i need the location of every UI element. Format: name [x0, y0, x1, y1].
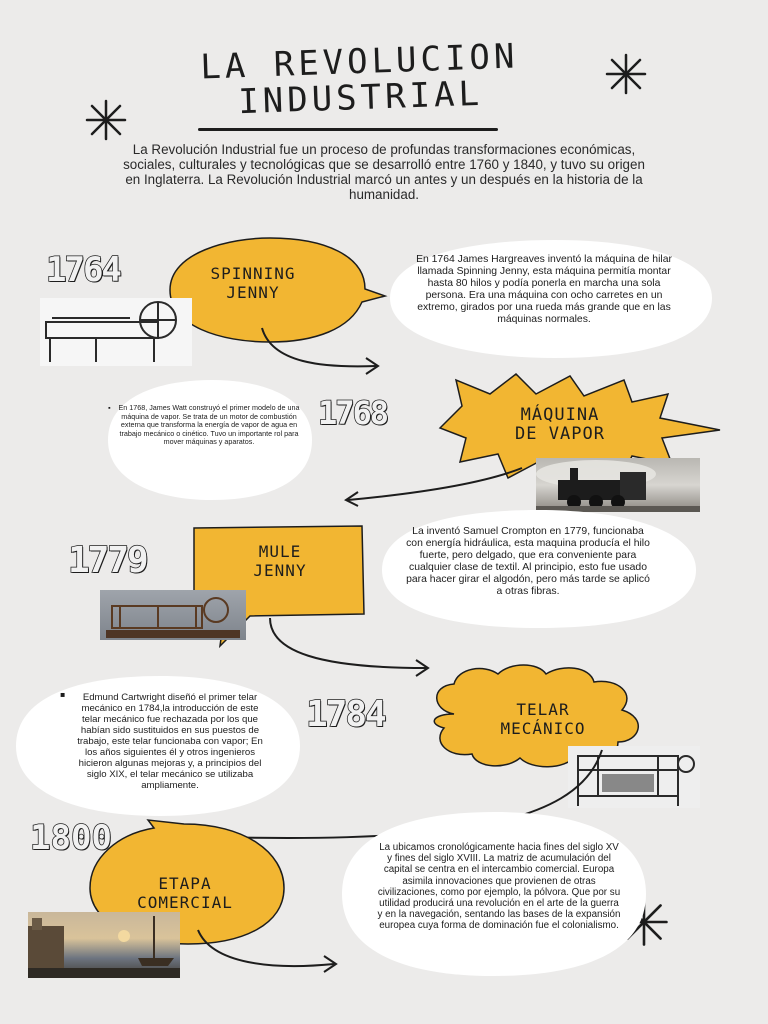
label-spinning-jenny: SPINNING JENNY: [210, 264, 296, 302]
page-title-line1: LA REVOLUCION: [199, 36, 520, 88]
year-1779: 1779: [68, 540, 147, 581]
arrow-5: [192, 924, 348, 978]
arrow-2: [332, 464, 532, 508]
title-underline: [198, 128, 498, 131]
image-port-painting: [28, 912, 180, 978]
image-steam-locomotive: [536, 458, 700, 512]
description-1784: Edmund Cartwright diseñó el primer telar mecánico en 1784,la introducción de este telar mecánico fue rechazada por los que habían sido sustituidos en sus puestos de trabajo, este telar funcionaba con vapor; En los años siguientes él y otros ingenieros hicieron algunas mejoras y, a principios del siglo XIX, el telar mecánico se utilizaba ampliamente.: [77, 692, 263, 791]
label-etapa-comercial: ETAPA COMERCIAL: [137, 874, 233, 912]
description-1779: La inventó Samuel Crompton en 1779, funcionaba con energía hidráulica, esta maquina producía el hilo fuerte, pero delgado, que era conveniente para cualquier clase de textil. Al principio, esto fue usado para hacer girar el algodón, pero más tarde se aplicó a otras fibras.: [406, 526, 650, 597]
image-spinning-jenny: [40, 298, 192, 366]
bullet-dot: ▪: [108, 403, 111, 412]
year-1800: 1800: [30, 818, 112, 858]
bullet-dot-1784: ▪: [60, 690, 66, 699]
image-mule-jenny: [100, 590, 246, 640]
year-1784: 1784: [306, 694, 385, 735]
label-maquina-de-vapor: MÁQUINA DE VAPOR: [515, 405, 605, 444]
description-1768: ▪ En 1768, James Watt construyó el primer modelo de una máquina de vapor. Se trata de un motor de combustión externa que transforma la energía de vapor de agua en trabajo mecánico o cinético. Tuvo un importante rol para mover máquinas y aparatos.: [108, 403, 300, 447]
description-1800: La ubicamos cronológicamente hacia fines del siglo XV y fines del siglo XVIII. La matriz de acumulación del capital se centra en el intercambio comercial. Europa asimila innovaciones que provienen de otras civilizaciones, como por ejemplo, la pólvora. Que por su utilidad producirá una revolución en el arte de la guerra y en la navegación, sentando las bases de la expansión europea cuya forma de dominación fue el colonialismo.: [377, 842, 621, 932]
page-title: [109, 35, 611, 124]
year-1764: 1764: [46, 250, 120, 290]
description-1764: En 1764 James Hargreaves inventó la máquina de hilar llamada Spinning Jenny, esta máquina permitía montar hasta 80 hilos y podía ponerla en marcha una sola persona. Era una máquina con ocho carretes en un extremo, girados por una rueda más grande que en las máquinas normales.: [416, 254, 672, 325]
arrow-3: [260, 612, 440, 678]
intro-paragraph: La Revolución Industrial fue un proceso de profundas transformaciones económicas, sociales, culturales y tecnológicas que se desarrolló entre 1760 y 1840, y tuvo su origen en Inglaterra. La Revolución Industrial marcó un antes y un después en la historia de la humanidad.: [123, 142, 645, 202]
label-mule-jenny: MULE JENNY: [253, 542, 307, 580]
page-title-line2: INDUSTRIAL: [237, 73, 484, 123]
label-telar-mecanico: TELAR MECÁNICO: [500, 700, 586, 738]
arrow-1: [252, 318, 392, 378]
year-1768: 1768: [318, 394, 388, 432]
star-icon-top-right: [604, 52, 648, 96]
